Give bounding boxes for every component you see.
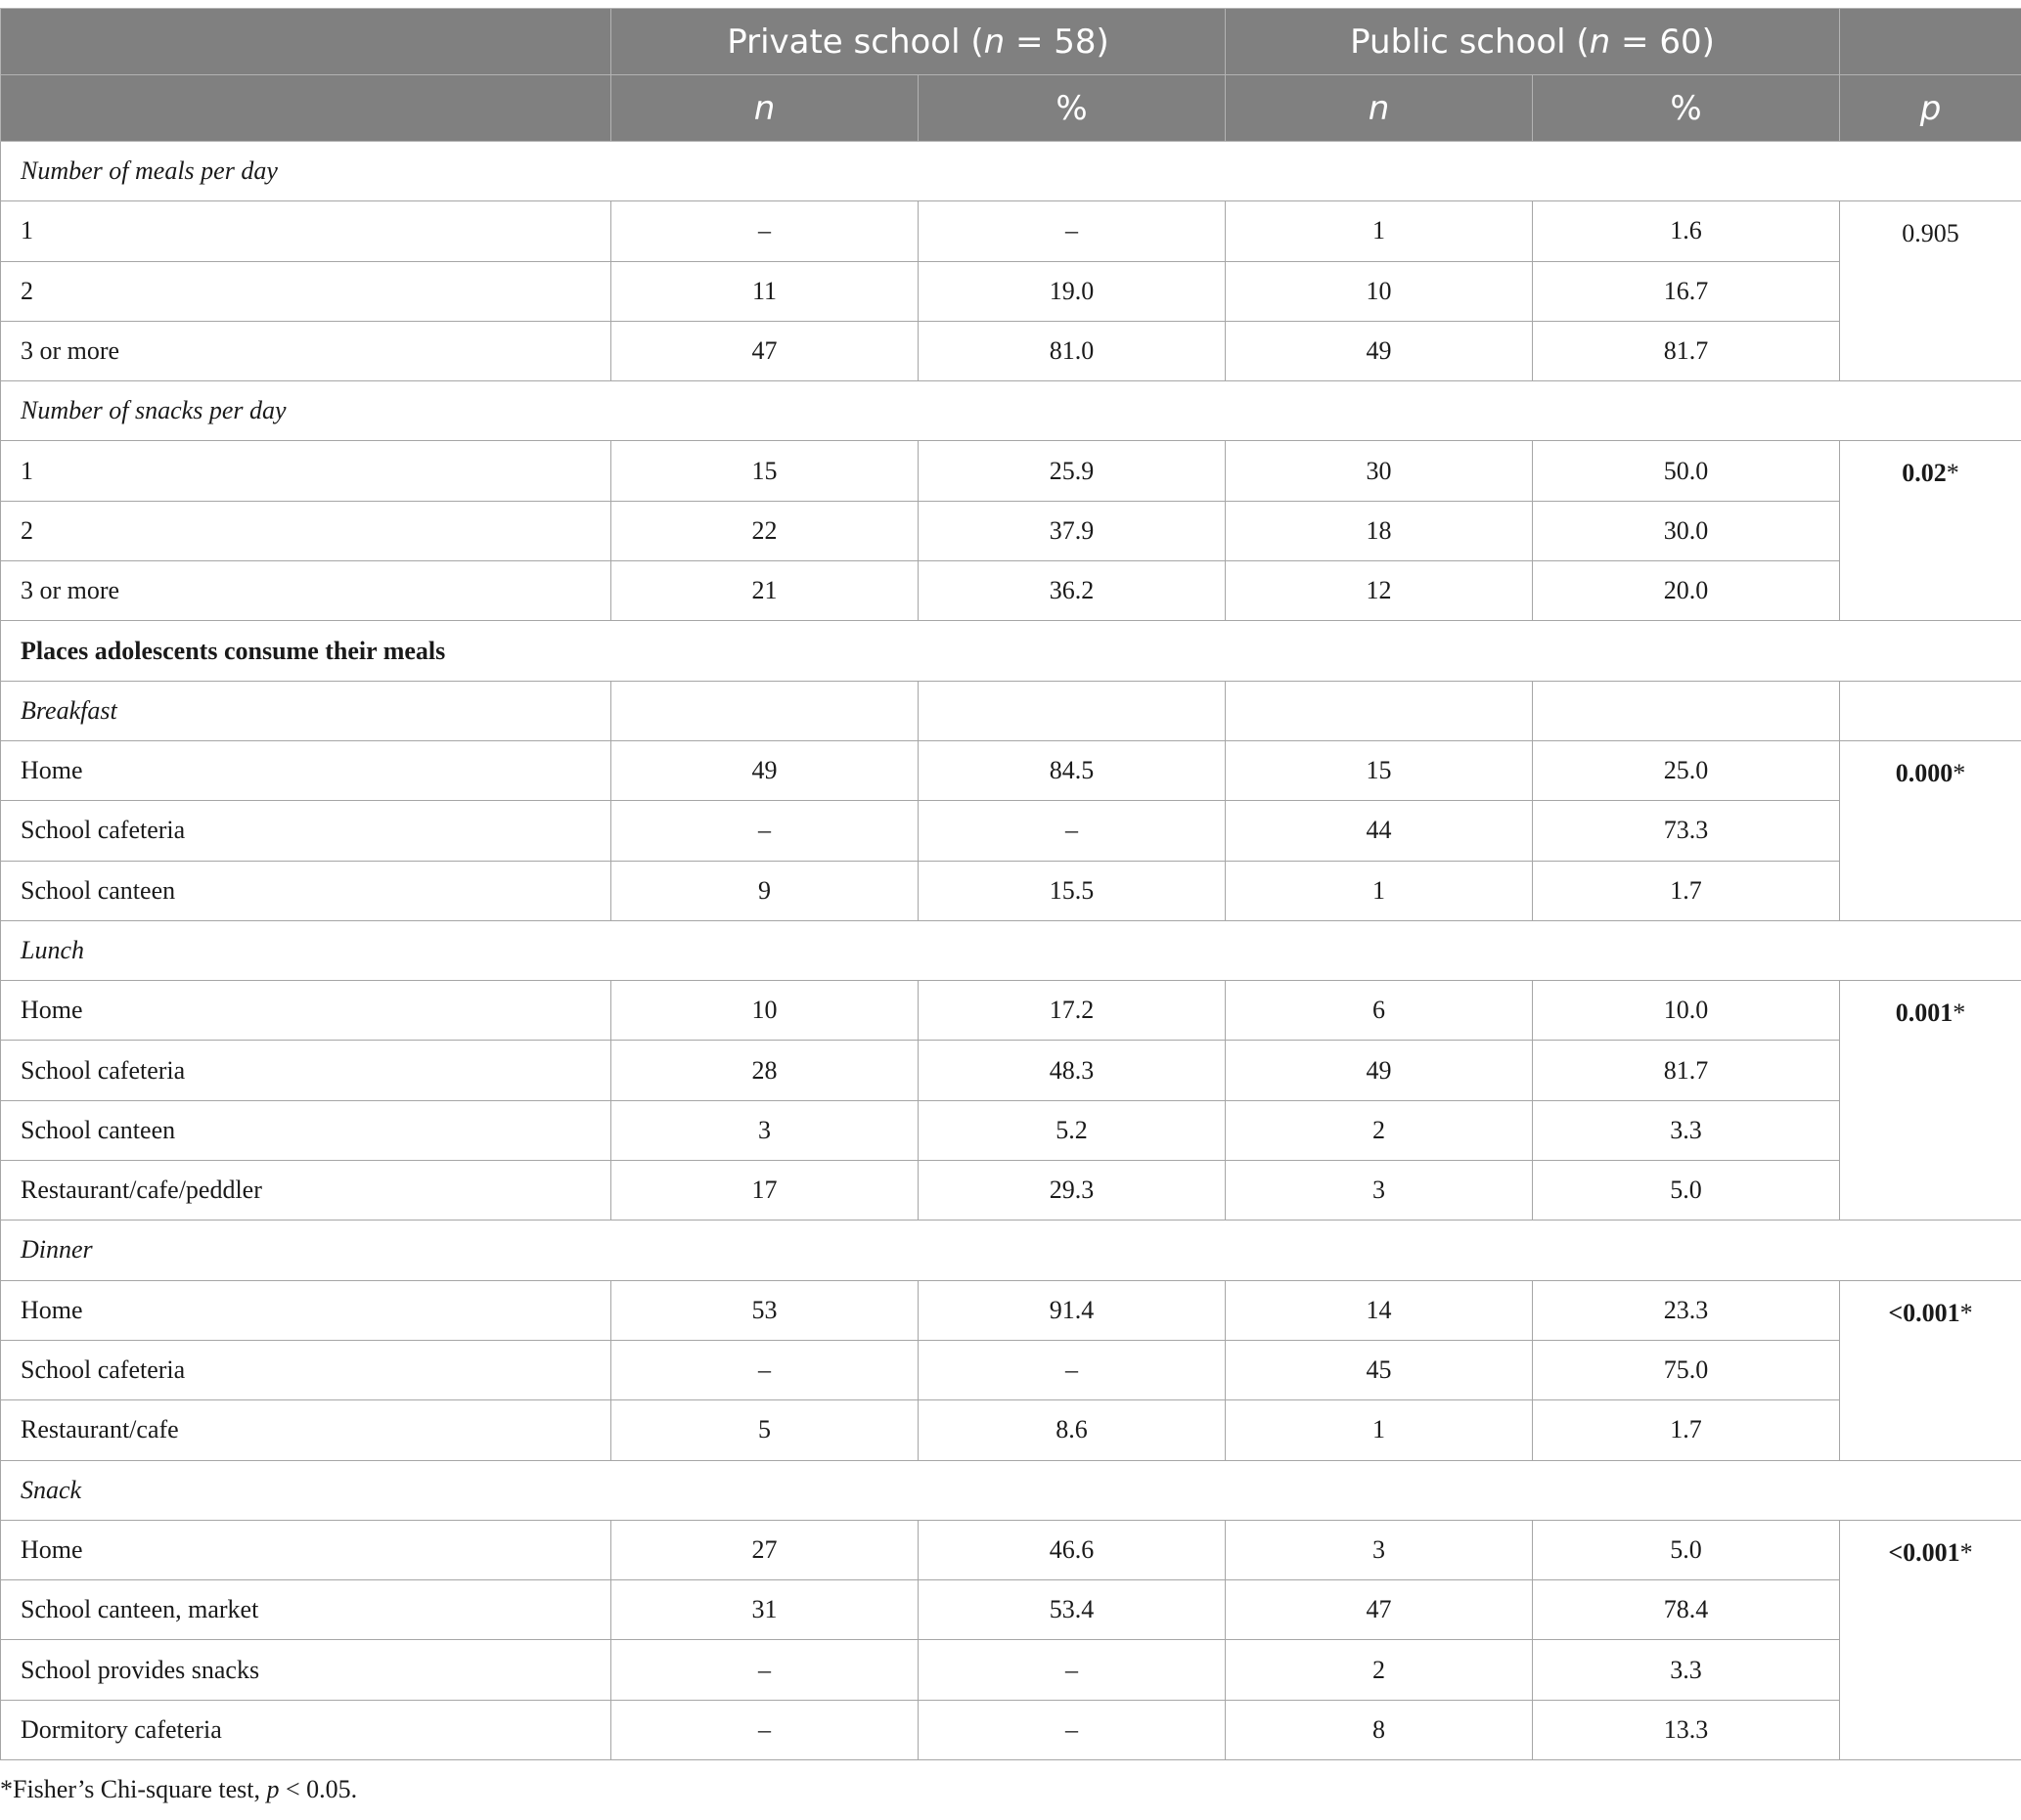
table-wrapper [0,8,2021,1760]
private-n-cell: – [611,1640,919,1700]
public-n-cell: 14 [1226,1280,1533,1340]
public-percent-cell: 20.0 [1533,561,1840,621]
private-percent-cell: – [919,801,1226,861]
table-row [1,501,2021,560]
private-n-cell: 5 [611,1400,919,1460]
significance-marker: * [1953,999,1966,1028]
section-row [1,381,2021,441]
empty-cell [919,681,1226,740]
table-header [1,9,2021,142]
table-row [1,981,2021,1041]
public-n-cell: 18 [1226,501,1533,560]
section-row [1,142,2021,201]
table-row [1,201,2021,261]
public-n-cell: 30 [1226,441,1533,501]
public-percent-cell: 81.7 [1533,1041,1840,1100]
private-n-cell: 49 [611,740,919,800]
public-n-cell: 12 [1226,561,1533,621]
public-n-cell: 3 [1226,1161,1533,1221]
public-n-cell: 49 [1226,321,1533,380]
row-label: Home [1,981,611,1041]
table-row [1,1161,2021,1221]
section-title-places: Places adolescents consume their meals [1,621,2021,681]
public-n-cell: 15 [1226,740,1533,800]
row-label: 1 [1,441,611,501]
table-row [1,1280,2021,1340]
row-label: Dormitory cafeteria [1,1700,611,1759]
row-label: 2 [1,261,611,321]
public-percent-cell: 78.4 [1533,1580,1840,1640]
subsection-row [1,920,2021,980]
private-n-cell: 11 [611,261,919,321]
private-n-cell: 27 [611,1520,919,1579]
row-label: Restaurant/cafe [1,1400,611,1460]
p-value-cell [1840,740,2021,920]
private-percent-cell: 91.4 [919,1280,1226,1340]
significance-marker: * [1946,459,1959,488]
public-percent-cell: 3.3 [1533,1100,1840,1160]
empty-cell [1533,681,1840,740]
private-n-cell: 17 [611,1161,919,1221]
header-empty-cell [1,75,611,142]
private-percent-cell: 53.4 [919,1580,1226,1640]
header-p-value: p [1840,75,2021,142]
header-public-n: n [1226,75,1533,142]
table-row [1,1400,2021,1460]
public-n-cell: 1 [1226,861,1533,920]
row-label: School canteen [1,861,611,920]
public-percent-cell: 23.3 [1533,1280,1840,1340]
header-row-sub [1,75,2021,142]
empty-cell [1226,681,1533,740]
table-body [1,142,2021,1760]
private-n-cell: – [611,801,919,861]
table-row [1,261,2021,321]
public-percent-cell: 3.3 [1533,1640,1840,1700]
footnote-suffix: < 0.05. [279,1775,358,1803]
private-percent-cell: 37.9 [919,501,1226,560]
table-row [1,561,2021,621]
private-n-cell: 21 [611,561,919,621]
table-row [1,1100,2021,1160]
header-private-percent: % [919,75,1226,142]
p-value-cell [1840,441,2021,621]
header-public-school: Public school (n = 60) [1226,9,1840,75]
header-empty-cell [1840,9,2021,75]
row-label: 1 [1,201,611,261]
private-percent-cell: 48.3 [919,1041,1226,1100]
public-percent-cell: 5.0 [1533,1161,1840,1221]
public-percent-cell: 50.0 [1533,441,1840,501]
private-percent-cell: 84.5 [919,740,1226,800]
public-n-cell: 6 [1226,981,1533,1041]
header-public-percent: % [1533,75,1840,142]
section-row [1,621,2021,681]
private-percent-cell: 19.0 [919,261,1226,321]
private-n-cell: 3 [611,1100,919,1160]
private-percent-cell: – [919,201,1226,261]
public-n-cell: 47 [1226,1580,1533,1640]
subsection-title-snack: Snack [1,1460,2021,1520]
subsection-row [1,681,2021,740]
row-label: School cafeteria [1,1340,611,1399]
p-value-text: <0.001 [1888,1537,1960,1567]
public-percent-cell: 1.7 [1533,861,1840,920]
row-label: Home [1,1520,611,1579]
public-n-cell: 2 [1226,1100,1533,1160]
private-n-cell: 28 [611,1041,919,1100]
public-percent-cell: 1.7 [1533,1400,1840,1460]
table-row [1,1640,2021,1700]
public-percent-cell: 30.0 [1533,501,1840,560]
public-n-cell: 1 [1226,1400,1533,1460]
public-n-cell: 49 [1226,1041,1533,1100]
footnote-p-symbol: p [266,1775,280,1803]
row-label: School provides snacks [1,1640,611,1700]
subsection-title-dinner: Dinner [1,1221,2021,1280]
private-n-cell: – [611,1700,919,1759]
public-percent-cell: 10.0 [1533,981,1840,1041]
row-label: Home [1,740,611,800]
p-value-cell [1840,1520,2021,1759]
header-row-groups [1,9,2021,75]
p-value-text: 0.001 [1895,999,1954,1028]
footnote-prefix: *Fisher’s Chi-square test, [0,1775,267,1803]
row-label: 2 [1,501,611,560]
public-percent-cell: 75.0 [1533,1340,1840,1399]
table-row [1,1340,2021,1399]
table-row [1,321,2021,380]
empty-cell [1840,681,2021,740]
table-row [1,1580,2021,1640]
public-n-cell: 2 [1226,1640,1533,1700]
table-row [1,1041,2021,1100]
public-percent-cell: 73.3 [1533,801,1840,861]
p-value-cell: 0.905 [1840,201,2021,381]
private-n-cell: 9 [611,861,919,920]
private-percent-cell: 46.6 [919,1520,1226,1579]
table-row [1,801,2021,861]
private-n-cell: – [611,201,919,261]
public-percent-cell: 5.0 [1533,1520,1840,1579]
public-n-cell: 3 [1226,1520,1533,1579]
meal-patterns-table [0,8,2021,1760]
private-percent-cell: – [919,1700,1226,1759]
table-row [1,1700,2021,1759]
private-percent-cell: 17.2 [919,981,1226,1041]
table-row [1,861,2021,920]
private-n-cell: 31 [611,1580,919,1640]
private-n-cell: 10 [611,981,919,1041]
subsection-row [1,1460,2021,1520]
header-private-school: Private school (n = 58) [611,9,1226,75]
significance-marker: * [1959,1537,1973,1567]
private-percent-cell: 5.2 [919,1100,1226,1160]
public-n-cell: 44 [1226,801,1533,861]
private-percent-cell: 29.3 [919,1161,1226,1221]
private-n-cell: 53 [611,1280,919,1340]
p-value-cell [1840,1280,2021,1460]
row-label: Restaurant/cafe/peddler [1,1161,611,1221]
table-row [1,740,2021,800]
row-label: School canteen, market [1,1580,611,1640]
public-n-cell: 1 [1226,201,1533,261]
significance-marker: * [1959,1298,1973,1327]
public-percent-cell: 81.7 [1533,321,1840,380]
subsection-title-lunch: Lunch [1,920,2021,980]
public-n-cell: 8 [1226,1700,1533,1759]
significance-marker: * [1953,758,1966,787]
section-title-snacks: Number of snacks per day [1,381,2021,441]
subsection-row [1,1221,2021,1280]
public-n-cell: 10 [1226,261,1533,321]
row-label: 3 or more [1,321,611,380]
public-percent-cell: 13.3 [1533,1700,1840,1759]
p-value-text: 0.000 [1895,758,1954,787]
row-label: School cafeteria [1,1041,611,1100]
row-label: School canteen [1,1100,611,1160]
private-n-cell: 22 [611,501,919,560]
private-percent-cell: 15.5 [919,861,1226,920]
private-n-cell: – [611,1340,919,1399]
table-footnote [0,1775,357,1804]
header-empty-cell [1,9,611,75]
private-n-cell: 15 [611,441,919,501]
private-n-cell: 47 [611,321,919,380]
p-value-text: 0.02 [1902,459,1947,488]
p-value-text: <0.001 [1888,1298,1960,1327]
private-percent-cell: 8.6 [919,1400,1226,1460]
public-percent-cell: 1.6 [1533,201,1840,261]
row-label: Home [1,1280,611,1340]
private-percent-cell: 25.9 [919,441,1226,501]
subsection-title-breakfast: Breakfast [1,681,611,740]
public-percent-cell: 16.7 [1533,261,1840,321]
p-value-cell [1840,981,2021,1221]
empty-cell [611,681,919,740]
public-percent-cell: 25.0 [1533,740,1840,800]
private-percent-cell: – [919,1640,1226,1700]
private-percent-cell: 81.0 [919,321,1226,380]
row-label: 3 or more [1,561,611,621]
private-percent-cell: 36.2 [919,561,1226,621]
header-private-n: n [611,75,919,142]
table-row [1,1520,2021,1579]
table-row [1,441,2021,501]
section-title-meals: Number of meals per day [1,142,2021,201]
private-percent-cell: – [919,1340,1226,1399]
public-n-cell: 45 [1226,1340,1533,1399]
row-label: School cafeteria [1,801,611,861]
